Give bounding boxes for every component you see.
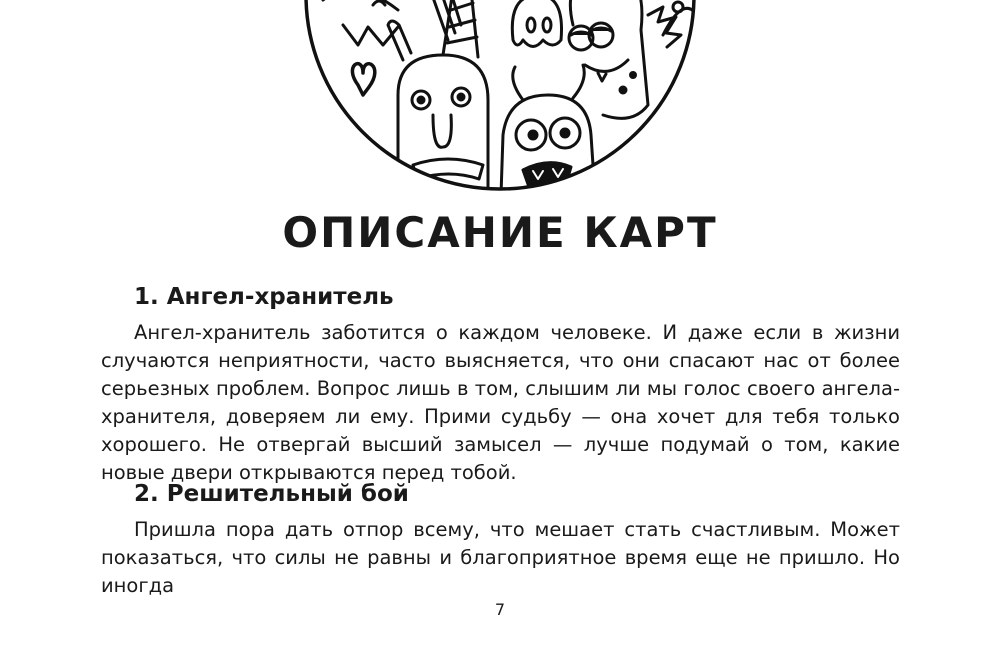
page-title: ОПИСАНИЕ КАРТ bbox=[282, 208, 718, 257]
page-number: 7 bbox=[494, 600, 506, 619]
section-text-2: Пришла пора дать отпор всему, что мешает стать счастливым. Может показаться, что силы не равны и благоприятное время еще не пришло. Но иногда bbox=[101, 518, 900, 597]
doodle-monsters-illustration bbox=[303, 0, 697, 195]
section-text-1: Ангел-хранитель заботится о каждом человеке. И даже если в жизни случаются неприятности, часто выясняется, что они спасают нас от более серьезных проблем. Вопрос лишь в том, слышим ли мы голос своего ангела-хранителя, доверяем ли ему. Прими судьбу — она хочет для тебя только хорошего. Не отвергай высший замысел — лучше подумай о том, какие новые двери открываются перед тобой. bbox=[101, 321, 900, 484]
section-heading-1: 1. Ангел-хранитель bbox=[134, 284, 394, 310]
section-heading-2: 2. Решительный бой bbox=[134, 481, 409, 507]
